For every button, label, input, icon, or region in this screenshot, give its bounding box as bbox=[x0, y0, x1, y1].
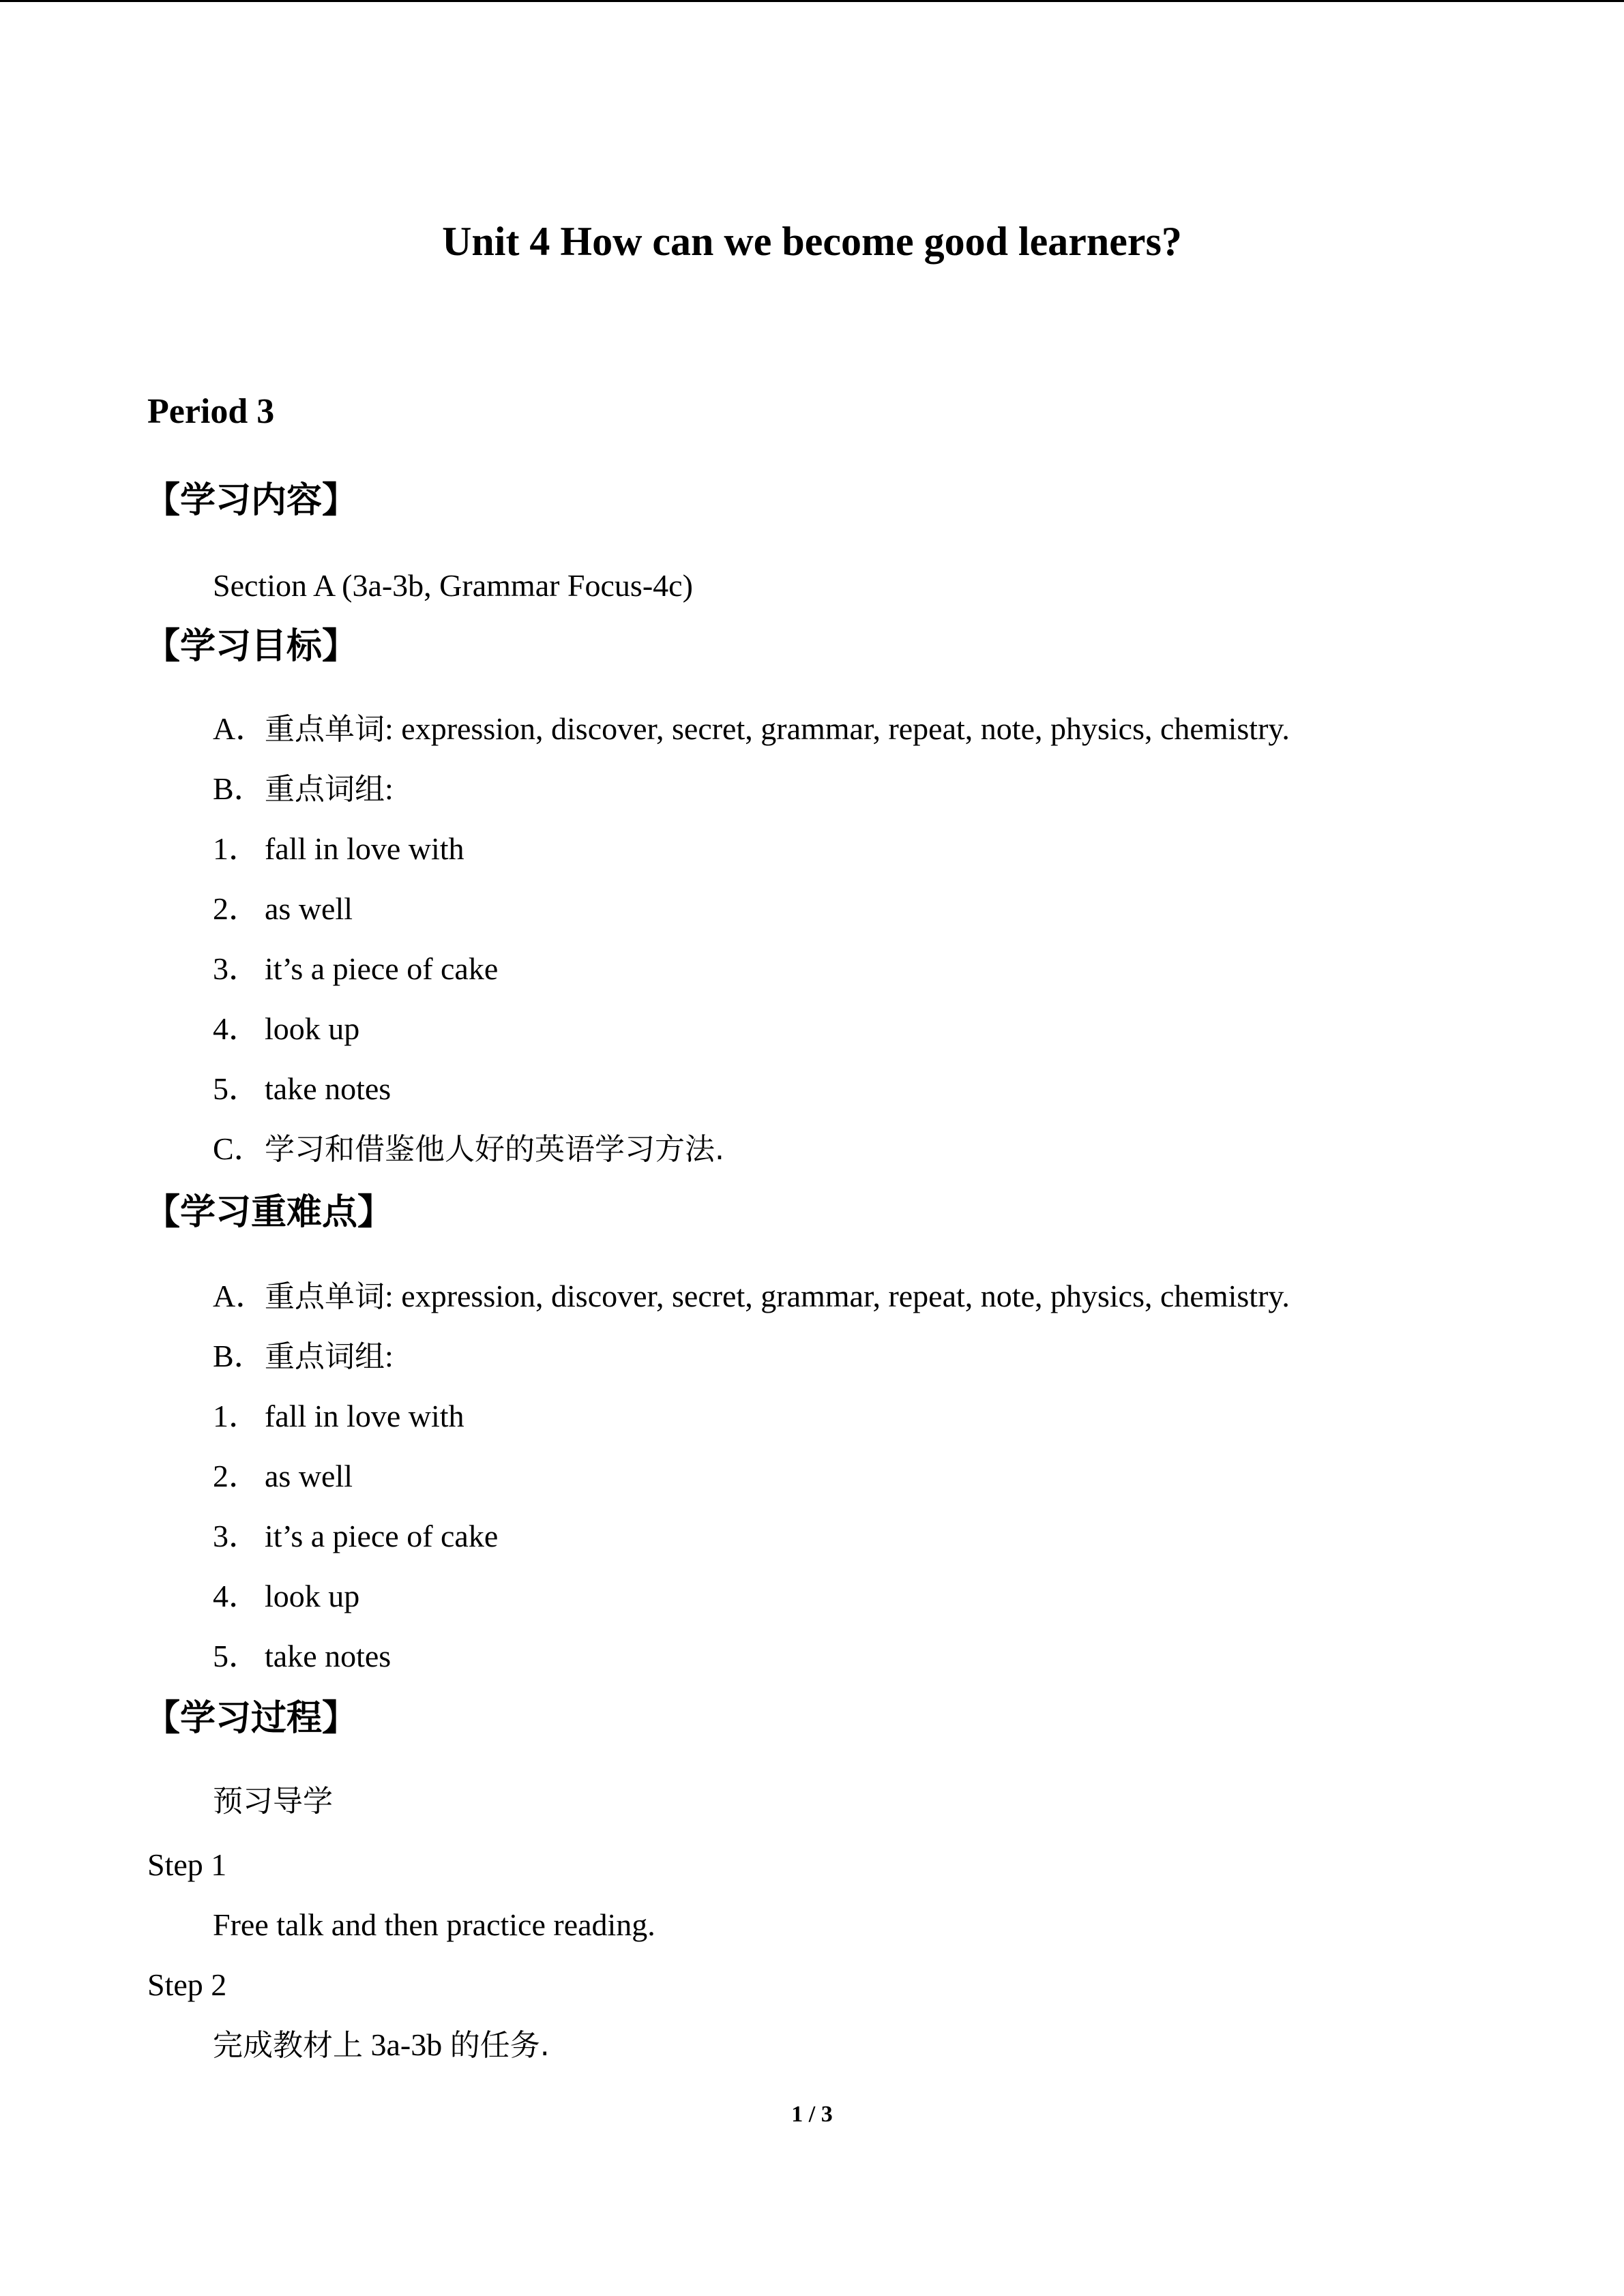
section-heading-content: 【学习内容】 bbox=[145, 480, 358, 521]
key-points-phrase-1 bbox=[213, 1397, 464, 1436]
step-2-prefix: 完成教材上 bbox=[213, 2028, 363, 2063]
step-2-text bbox=[213, 2025, 550, 2066]
key-points-item-a bbox=[213, 1277, 1290, 1317]
goals-phrase-2-text: as well bbox=[265, 891, 353, 926]
key-points-item-b-colon: : bbox=[385, 1339, 394, 1373]
goals-phrase-1-number: 1． bbox=[213, 831, 260, 866]
key-points-item-b-marker: B． bbox=[213, 1339, 265, 1373]
step-2-label: Step 2 bbox=[147, 1967, 227, 2002]
goals-item-a-label: 重点单词 bbox=[265, 712, 385, 747]
goals-phrase-5 bbox=[213, 1069, 391, 1109]
step-1-text: Free talk and then practice reading. bbox=[213, 1907, 655, 1942]
key-points-phrase-4-text: look up bbox=[265, 1579, 360, 1613]
key-points-phrase-3 bbox=[213, 1517, 498, 1556]
step-2-mid: 3a-3b bbox=[363, 2027, 450, 2062]
key-points-item-a-text: : expression, discover, secret, grammar, repeat, note, physics, chemistry. bbox=[385, 1279, 1290, 1313]
key-points-phrase-2-number: 2． bbox=[213, 1459, 260, 1493]
goals-phrase-2 bbox=[213, 889, 353, 929]
goals-item-c bbox=[213, 1129, 724, 1169]
key-points-phrase-4 bbox=[213, 1577, 359, 1616]
goals-phrase-4 bbox=[213, 1009, 359, 1049]
goals-item-a-text: : expression, discover, secret, grammar, repeat, note, physics, chemistry. bbox=[385, 711, 1290, 746]
key-points-phrase-2 bbox=[213, 1457, 353, 1496]
key-points-phrase-1-text: fall in love with bbox=[265, 1399, 464, 1433]
key-points-phrase-3-number: 3． bbox=[213, 1519, 260, 1553]
goals-phrase-1 bbox=[213, 829, 464, 869]
goals-item-c-text: 学习和借鉴他人好的英语学习方法. bbox=[265, 1132, 724, 1167]
step-1-label: Step 1 bbox=[147, 1847, 227, 1882]
goals-phrase-3-text: it’s a piece of cake bbox=[265, 951, 499, 986]
page-number: 1 / 3 bbox=[791, 2102, 833, 2127]
goals-phrase-4-number: 4． bbox=[213, 1011, 260, 1046]
goals-item-c-marker: C． bbox=[213, 1131, 265, 1166]
section-heading-goals: 【学习目标】 bbox=[145, 626, 358, 667]
key-points-phrase-2-text: as well bbox=[265, 1459, 353, 1493]
goals-phrase-4-text: look up bbox=[265, 1011, 360, 1046]
goals-item-b-label: 重点词组 bbox=[265, 772, 385, 807]
key-points-phrase-4-number: 4． bbox=[213, 1579, 260, 1613]
page-title: Unit 4 How can we become good learners? bbox=[442, 219, 1182, 264]
key-points-phrase-5-text: take notes bbox=[265, 1639, 392, 1673]
goals-item-b-colon: : bbox=[385, 771, 394, 806]
goals-phrase-1-text: fall in love with bbox=[265, 831, 464, 866]
goals-item-b-marker: B． bbox=[213, 771, 265, 806]
goals-phrase-5-number: 5． bbox=[213, 1071, 260, 1106]
process-preview bbox=[213, 1781, 333, 1821]
goals-phrase-3 bbox=[213, 949, 498, 989]
key-points-item-b bbox=[213, 1337, 394, 1377]
step-2-suffix: 的任务. bbox=[449, 2028, 550, 2063]
goals-phrase-2-number: 2． bbox=[213, 891, 260, 926]
section-heading-process: 【学习过程】 bbox=[145, 1698, 358, 1739]
key-points-phrase-1-number: 1． bbox=[213, 1399, 260, 1433]
content-text: Section A (3a-3b, Grammar Focus-4c) bbox=[213, 568, 693, 603]
goals-item-b bbox=[213, 769, 394, 809]
key-points-item-a-marker: A． bbox=[213, 1279, 267, 1313]
key-points-phrase-3-text: it’s a piece of cake bbox=[265, 1519, 499, 1553]
key-points-item-a-label: 重点单词 bbox=[265, 1279, 385, 1314]
key-points-phrase-5-number: 5． bbox=[213, 1639, 260, 1673]
goals-phrase-5-text: take notes bbox=[265, 1071, 392, 1106]
goals-phrase-3-number: 3． bbox=[213, 951, 260, 986]
process-preview-text: 预习导学 bbox=[213, 1784, 333, 1819]
section-heading-key-points: 【学习重难点】 bbox=[145, 1192, 394, 1233]
key-points-item-b-label: 重点词组 bbox=[265, 1339, 385, 1374]
goals-item-a-marker: A． bbox=[213, 711, 267, 746]
key-points-phrase-5 bbox=[213, 1637, 391, 1676]
goals-item-a bbox=[213, 709, 1290, 749]
period-heading: Period 3 bbox=[147, 392, 275, 431]
